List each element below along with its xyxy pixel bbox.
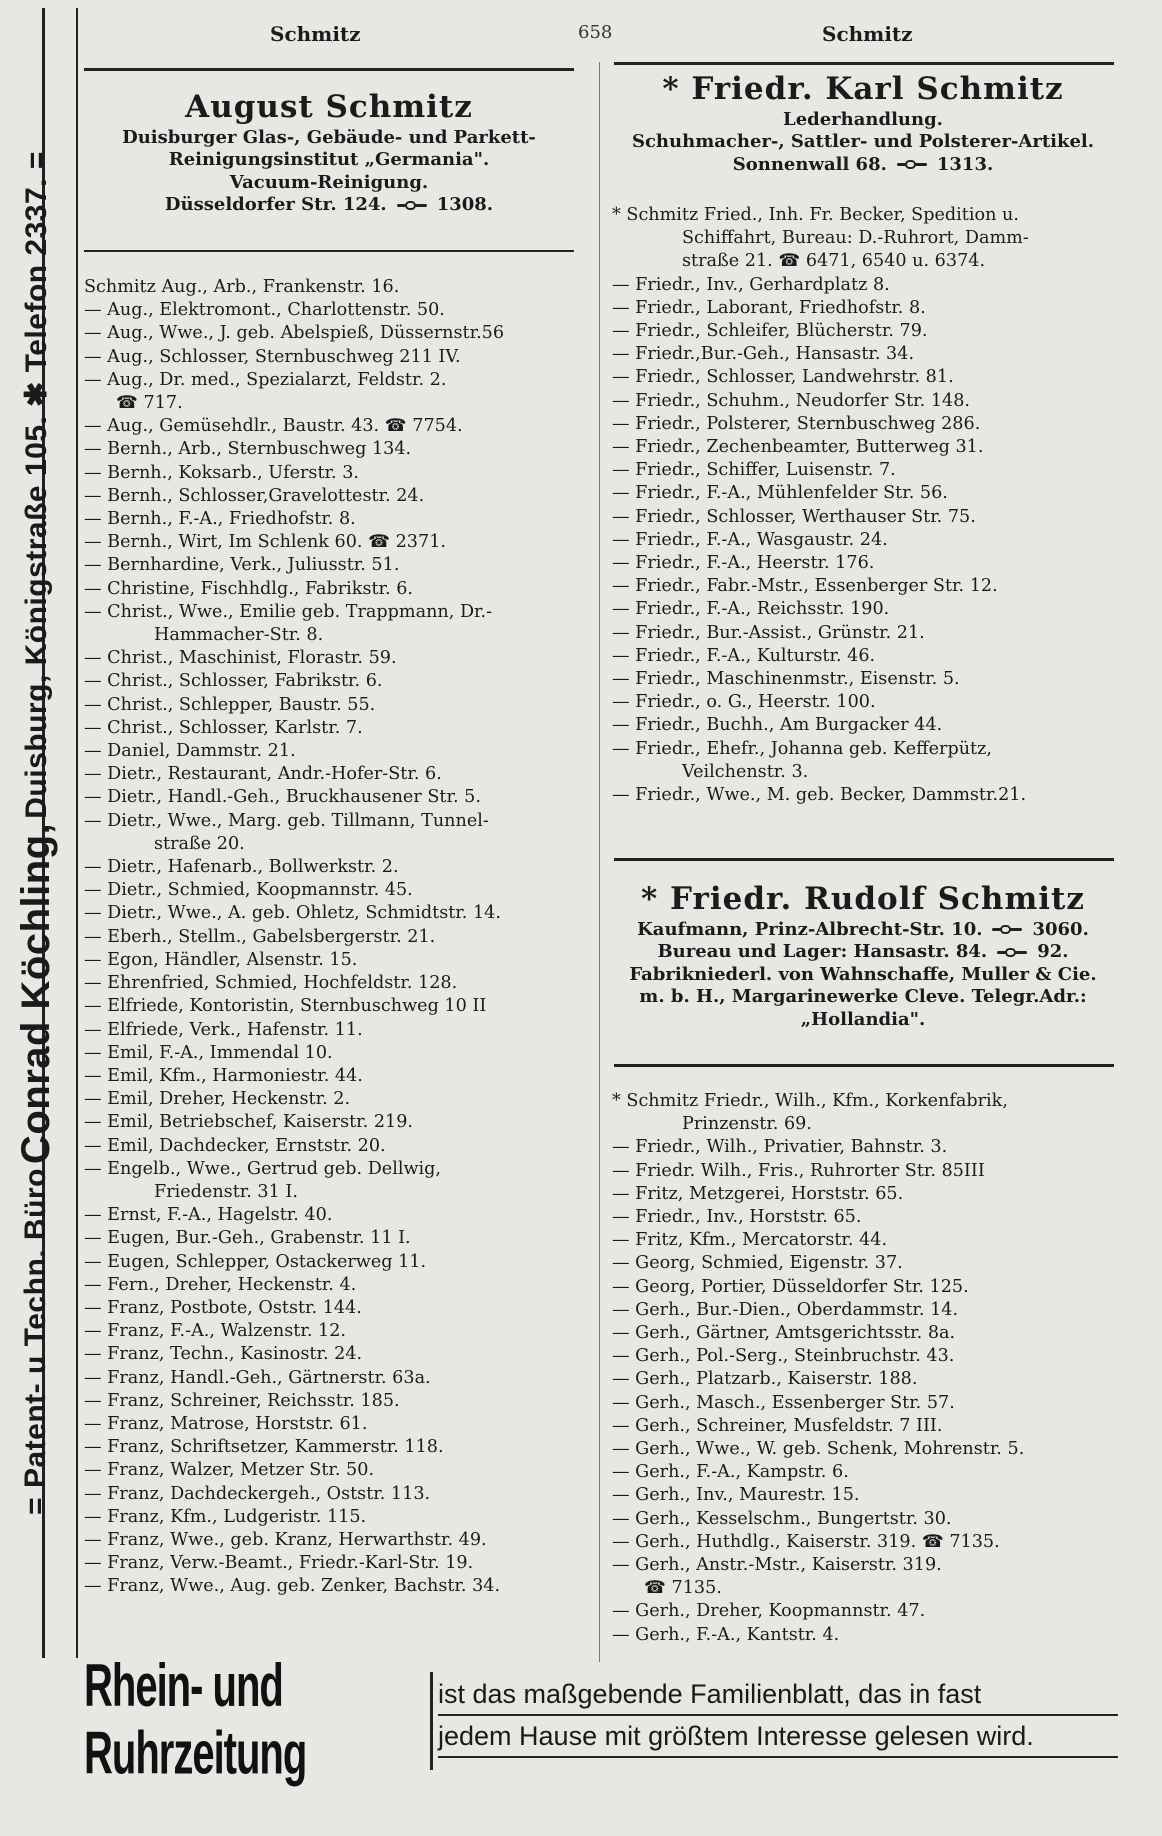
directory-entry: straße 20. — [154, 833, 245, 854]
newspaper-name: Rhein- und Ruhrzeitung — [84, 1653, 307, 1787]
directory-entry: — Friedr.,Bur.-Geh., Hansastr. 34. — [612, 344, 915, 365]
rule-mid-right — [614, 858, 1114, 861]
header-right: Schmitz — [822, 22, 913, 46]
directory-entry: — Bernh., F.-A., Friedhofstr. 8. — [84, 509, 356, 530]
directory-entry: — Gerh., Wwe., W. geb. Schenk, Mohrenstr. 5. — [612, 1439, 1025, 1460]
directory-entry: straße 21. ☎ 6471, 6540 u. 6374. — [682, 251, 986, 272]
directory-entry: — Franz, Kfm., Ludgeristr. 115. — [84, 1506, 367, 1527]
directory-entry: — Eugen, Bur.-Geh., Grabenstr. 11 I. — [84, 1228, 411, 1249]
column-divider — [599, 62, 600, 1662]
directory-entry: — Friedr., Schlosser, Werthauser Str. 75. — [612, 506, 976, 527]
ad-address: Düsseldorfer Str. 124. — [164, 194, 387, 216]
directory-entry: — Christ., Schlepper, Baustr. 55. — [84, 694, 376, 715]
ad-divider — [430, 1672, 433, 1770]
directory-entry: — Christ., Schlosser, Fabrikstr. 6. — [84, 671, 383, 692]
rule-under-ad-left — [84, 250, 574, 252]
directory-entry: ☎ 717. — [116, 393, 183, 414]
directory-entry: — Dietr., Schmied, Koopmannstr. 45. — [84, 880, 413, 901]
directory-entry: — Gerh., Schreiner, Musfeldstr. 7 III. — [612, 1415, 943, 1436]
directory-entry: — Franz, Postbote, Oststr. 144. — [84, 1297, 362, 1318]
side-advertisement — [6, 8, 66, 1658]
directory-entry: — Georg, Schmied, Eigenstr. 37. — [612, 1253, 903, 1274]
directory-entry: — Dietr., Restaurant, Andr.-Hofer-Str. 6. — [84, 764, 442, 785]
ad-title: * Friedr. Karl Schmitz — [662, 71, 1064, 107]
directory-entry: — Friedr., Zechenbeamter, Butterweg 31. — [612, 437, 984, 458]
newspaper-slogan — [438, 1674, 1118, 1758]
slogan-line: jedem Hause mit größtem Interesse gelesen wird. — [438, 1716, 1118, 1758]
directory-entry: Prinzenstr. 69. — [682, 1114, 812, 1135]
directory-entry: — Bernh., Wirt, Im Schlenk 60. ☎ 2371. — [84, 532, 446, 553]
ad-title: * Friedr. Rudolf Schmitz — [641, 881, 1085, 917]
directory-entry: — Friedr., Buchh., Am Burgacker 44. — [612, 715, 943, 736]
directory-entry: — Franz, F.-A., Walzenstr. 12. — [84, 1321, 346, 1342]
directory-entry: — Franz, Schreiner, Reichsstr. 185. — [84, 1390, 400, 1411]
directory-entry: — Ehrenfried, Schmied, Hochfeldstr. 128. — [84, 973, 458, 994]
directory-entry: — Fritz, Metzgerei, Horststr. 65. — [612, 1183, 904, 1204]
directory-entry: — Gerh., Dreher, Koopmannstr. 47. — [612, 1601, 926, 1622]
ad-phone-number: 3060. — [1032, 918, 1089, 940]
ad-line: Duisburger Glas-, Gebäude- und Parkett- — [122, 126, 536, 148]
ad-title: August Schmitz — [185, 89, 473, 125]
directory-entry: — Emil, Dachdecker, Ernststr. 20. — [84, 1135, 386, 1156]
directory-entry: — Christ., Schlosser, Karlstr. 7. — [84, 717, 363, 738]
ad-line: m. b. H., Margarinewerke Cleve. Telegr.Adr.: — [639, 986, 1087, 1008]
directory-entry: — Friedr., Maschinenmstr., Eisenstr. 5. — [612, 669, 960, 690]
directory-entry: — Gerh., F.-A., Kampstr. 6. — [612, 1462, 849, 1483]
directory-entry: ☎ 7135. — [644, 1578, 722, 1599]
ad-address: Bureau und Lager: Hansastr. 84. — [657, 941, 988, 963]
directory-entry: — Franz, Dachdeckergeh., Oststr. 113. — [84, 1483, 431, 1504]
directory-entry: — Gerh., F.-A., Kantstr. 4. — [612, 1624, 840, 1645]
directory-entry: — Friedr. Wilh., Fris., Ruhrorter Str. 85III — [612, 1160, 985, 1181]
directory-entry: — Bernh., Koksarb., Uferstr. 3. — [84, 462, 359, 483]
directory-entry: Friedenstr. 31 I. — [154, 1181, 298, 1202]
directory-entry: — Franz, Wwe., Aug. geb. Zenker, Bachstr. 34. — [84, 1576, 501, 1597]
directory-entry: — Friedr., Bur.-Assist., Grünstr. 21. — [612, 622, 925, 643]
directory-entry: — Gerh., Platzarb., Kaiserstr. 188. — [612, 1369, 918, 1390]
ad-line: Reinigungsinstitut „Germania". — [168, 149, 490, 171]
directory-entry: — Christ., Wwe., Emilie geb. Trappmann, Dr.- — [84, 601, 493, 622]
ad-phone-number: 1308. — [436, 194, 494, 216]
directory-entry: — Friedr., F.-A., Kulturstr. 46. — [612, 645, 876, 666]
directory-entry: — Fern., Dreher, Heckenstr. 4. — [84, 1274, 357, 1295]
directory-entry: — Gerh., Bur.-Dien., Oberdammstr. 14. — [612, 1299, 959, 1320]
directory-entry: — Gerh., Gärtner, Amtsgerichtsstr. 8a. — [612, 1323, 956, 1344]
directory-entry: — Elfriede, Verk., Hafenstr. 11. — [84, 1019, 363, 1040]
directory-entry: * Schmitz Friedr., Wilh., Kfm., Korkenfabrik, — [612, 1091, 1008, 1111]
ad-address: Sonnenwall 68. — [732, 153, 887, 175]
directory-entry: — Aug., Schlosser, Sternbuschweg 211 IV. — [84, 346, 461, 367]
directory-entry: — Franz, Techn., Kasinostr. 24. — [84, 1344, 363, 1365]
side-rule-inner — [76, 8, 78, 1658]
directory-entry: — Friedr., Polsterer, Sternbuschweg 286. — [612, 413, 981, 434]
directory-entry: — Fritz, Kfm., Mercatorstr. 44. — [612, 1230, 888, 1251]
side-ad-name: Conrad Köchling, — [13, 822, 58, 1165]
ad-line: „Hollandia". — [800, 1008, 926, 1030]
directory-entry: — Emil, Kfm., Harmoniestr. 44. — [84, 1065, 363, 1086]
entry-list-left — [84, 276, 584, 1599]
ad-line — [608, 919, 1118, 942]
directory-entry: — Gerh., Anstr.-Mstr., Kaiserstr. 319. — [612, 1555, 942, 1576]
directory-entry: Schmitz Aug., Arb., Frankenstr. 16. — [84, 277, 400, 297]
directory-entry: — Bernh., Arb., Sternbuschweg 134. — [84, 439, 412, 460]
directory-entry: — Aug., Elektromont., Charlottenstr. 50. — [84, 300, 445, 321]
directory-entry: — Eugen, Schlepper, Ostackerweg 11. — [84, 1251, 427, 1272]
ad-line — [608, 154, 1118, 177]
ad-august-schmitz — [84, 88, 574, 217]
ad-line: Schuhmacher-, Sattler- und Polsterer-Artikel. — [631, 131, 1095, 153]
directory-entry: — Bernh., Schlosser,Gravelottestr. 24. — [84, 485, 425, 506]
ad-line: Vacuum-Reinigung. — [229, 171, 429, 193]
directory-entry: — Aug., Dr. med., Spezialarzt, Feldstr. 2. — [84, 369, 447, 390]
directory-entry: — Friedr., F.-A., Mühlenfelder Str. 56. — [612, 483, 948, 504]
directory-entry: — Gerh., Pol.-Serg., Steinbruchstr. 43. — [612, 1346, 955, 1367]
directory-entry: — Friedr., Laborant, Friedhofstr. 8. — [612, 297, 926, 318]
directory-entry: — Christine, Fischhdlg., Fabrikstr. 6. — [84, 578, 413, 599]
directory-entry: — Franz, Verw.-Beamt., Friedr.-Karl-Str. 19. — [84, 1553, 474, 1574]
directory-entry: — Friedr., o. G., Heerstr. 100. — [612, 692, 876, 713]
directory-entry: — Dietr., Handl.-Geh., Bruckhausener Str. 5. — [84, 787, 481, 808]
ad-friedr-rudolf-schmitz — [608, 880, 1118, 1031]
directory-entry: — Bernhardine, Verk., Juliusstr. 51. — [84, 555, 400, 576]
directory-entry: — Emil, Betriebschef, Kaiserstr. 219. — [84, 1112, 414, 1133]
directory-entry: — Dietr., Wwe., Marg. geb. Tillmann, Tunnel- — [84, 810, 489, 831]
entry-list-right-top — [612, 204, 1152, 807]
directory-entry: — Franz, Matrose, Horststr. 61. — [84, 1413, 368, 1434]
slogan-line: ist das maßgebende Familienblatt, das in fast — [438, 1674, 1118, 1716]
directory-entry: — Gerh., Inv., Maurestr. 15. — [612, 1485, 860, 1506]
directory-entry: — Friedr., Schleifer, Blücherstr. 79. — [612, 321, 928, 342]
rule-top-left — [84, 68, 574, 71]
directory-entry: — Daniel, Dammstr. 21. — [84, 741, 296, 762]
page-number: 658 — [578, 22, 613, 43]
rule-lower-right — [614, 1064, 1114, 1067]
directory-entry: — Gerh., Masch., Essenberger Str. 57. — [612, 1392, 955, 1413]
directory-entry: — Friedr., F.-A., Reichsstr. 190. — [612, 599, 890, 620]
directory-entry: — Friedr., Inv., Gerhardplatz 8. — [612, 274, 890, 295]
newspaper-advertisement — [70, 1653, 1120, 1787]
directory-entry: — Christ., Maschinist, Florastr. 59. — [84, 648, 397, 669]
directory-entry: — Emil, F.-A., Immendal 10. — [84, 1042, 333, 1063]
telephone-icon — [397, 201, 427, 210]
directory-entry: — Dietr., Wwe., A. geb. Ohletz, Schmidtstr. 14. — [84, 903, 501, 924]
directory-entry: Schiffahrt, Bureau: D.-Ruhrort, Damm- — [682, 228, 1029, 249]
directory-entry: — Georg, Portier, Düsseldorfer Str. 125. — [612, 1276, 969, 1297]
directory-entry: Veilchenstr. 3. — [682, 761, 809, 782]
side-ad-prefix: = Patent- u Techn. Büro — [19, 1168, 52, 1515]
ad-line: Lederhandlung. — [783, 108, 943, 130]
directory-entry: — Friedr., Schlosser, Landwehrstr. 81. — [612, 367, 954, 388]
directory-entry: — Friedr., Inv., Horststr. 65. — [612, 1207, 862, 1228]
directory-entry: — Gerh., Kesselschm., Bungertstr. 30. — [612, 1508, 952, 1529]
directory-entry: * Schmitz Fried., Inh. Fr. Becker, Spedition u. — [612, 205, 1019, 225]
ad-phone-number: 1313. — [936, 153, 994, 175]
directory-entry: — Franz, Handl.-Geh., Gärtnerstr. 63a. — [84, 1367, 431, 1388]
directory-entry: — Dietr., Hafenarb., Bollwerkstr. 2. — [84, 857, 399, 878]
ad-phone-number: 92. — [1037, 941, 1069, 963]
telephone-icon — [897, 160, 927, 169]
ad-line — [84, 194, 574, 217]
ad-address: Kaufmann, Prinz-Albrecht-Str. 10. — [637, 918, 983, 940]
header-left: Schmitz — [270, 22, 361, 46]
directory-entry: — Gerh., Huthdlg., Kaiserstr. 319. ☎ 7135. — [612, 1531, 1000, 1552]
directory-entry: — Friedr., F.-A., Wasgaustr. 24. — [612, 529, 888, 550]
directory-entry: — Friedr., Wwe., M. geb. Becker, Dammstr.21. — [612, 785, 1027, 806]
directory-entry: — Friedr., Fabr.-Mstr., Essenberger Str. 12. — [612, 576, 998, 597]
directory-entry: — Franz, Schriftsetzer, Kammerstr. 118. — [84, 1437, 444, 1458]
directory-entry: — Franz, Walzer, Metzer Str. 50. — [84, 1460, 375, 1481]
directory-entry: — Aug., Wwe., J. geb. Abelspieß, Düssernstr.56 — [84, 323, 505, 344]
directory-entry: — Elfriede, Kontoristin, Sternbuschweg 10 II — [84, 996, 487, 1017]
directory-entry: — Friedr., Schiffer, Luisenstr. 7. — [612, 460, 896, 481]
ad-friedr-karl-schmitz — [608, 70, 1118, 176]
directory-entry: — Aug., Gemüsehdlr., Baustr. 43. ☎ 7754. — [84, 416, 463, 437]
directory-entry: — Egon, Händler, Alsenstr. 15. — [84, 949, 358, 970]
directory-entry: — Ernst, F.-A., Hagelstr. 40. — [84, 1205, 333, 1226]
directory-entry: — Emil, Dreher, Heckenstr. 2. — [84, 1089, 351, 1110]
rule-top-right — [614, 62, 1114, 65]
telephone-icon — [992, 925, 1022, 934]
directory-entry: — Friedr., F.-A., Heerstr. 176. — [612, 553, 875, 574]
entry-list-right-bottom — [612, 1090, 1152, 1647]
directory-entry: — Eberh., Stellm., Gabelsbergerstr. 21. — [84, 926, 436, 947]
directory-entry: — Engelb., Wwe., Gertrud geb. Dellwig, — [84, 1158, 442, 1179]
telephone-icon — [997, 948, 1027, 957]
ad-line: Fabrikniederl. von Wahnschaffe, Muller & Cie. — [629, 963, 1097, 985]
directory-entry: — Friedr., Schuhm., Neudorfer Str. 148. — [612, 390, 971, 411]
directory-entry: — Friedr., Ehefr., Johanna geb. Kefferpütz, — [612, 738, 992, 759]
ad-line — [608, 941, 1118, 964]
side-ad-suffix: Duisburg, Königstraße 105. ✱ Telefon 2337. = — [19, 151, 53, 819]
directory-entry: — Friedr., Wilh., Privatier, Bahnstr. 3. — [612, 1137, 948, 1158]
directory-entry: Hammacher-Str. 8. — [154, 625, 324, 646]
directory-entry: — Franz, Wwe., geb. Kranz, Herwarthstr. 49. — [84, 1529, 487, 1550]
